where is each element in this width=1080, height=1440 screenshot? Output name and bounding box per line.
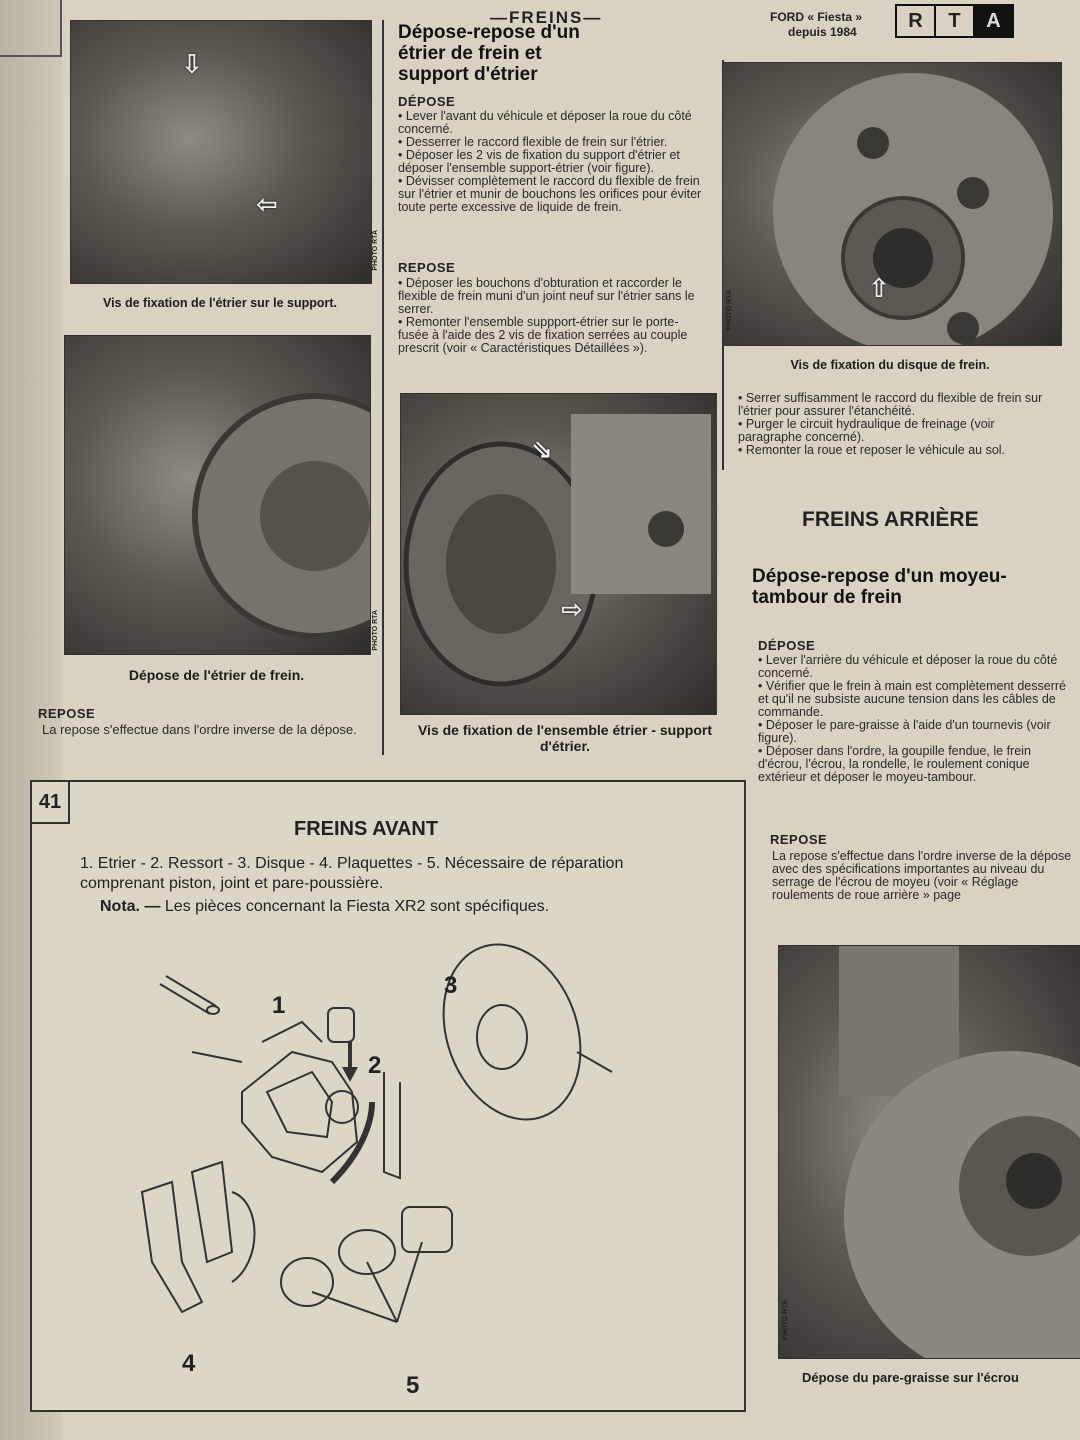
photo-caption-5: Dépose du pare-graisse sur l'écrou: [802, 1370, 1019, 1385]
photo-caption-4: Vis de fixation du disque de frein.: [790, 358, 990, 372]
column-rule-left: [382, 20, 384, 755]
exploded-brake-drawing: [32, 942, 744, 1402]
brake-pads: [142, 1162, 255, 1312]
middle-repose-heading: REPOSE: [398, 260, 456, 275]
rear-depose-item: • Lever l'arrière du véhicule et déposer la roue du côté concerné.: [758, 653, 1058, 680]
logo-letter-r: R: [897, 6, 936, 36]
arrow-icon: ⇩: [181, 49, 203, 79]
depose-item: • Déposer les 2 vis de fixation du support d'étrier et déposer l'ensemble support-étrier (voir figure).: [398, 148, 680, 175]
hub-sketch: [401, 394, 716, 714]
spring: [384, 1072, 400, 1178]
photo-credit: PHOTO RTA: [726, 290, 733, 331]
rta-logo: [895, 4, 1014, 38]
disc-face-sketch: [723, 63, 1061, 345]
logo-letter-t: T: [936, 6, 975, 36]
figure-nota: [100, 898, 549, 916]
photo-credit: PHOTO RTA: [372, 230, 379, 271]
photo-caliper-removal: [64, 335, 371, 655]
arrow-icon: ⇦: [256, 189, 278, 219]
photo-caption-1: Vis de fixation de l'étrier sur le support.: [102, 296, 338, 310]
repose-item: • Remonter l'ensemble suppport-étrier sur le porte-fusée à l'aide des 2 vis de fixation serrées au couple prescrit (voir « Caractéristiques Détaillées »).: [398, 315, 688, 355]
model-line-1: FORD « Fiesta »: [770, 10, 863, 24]
rear-repose-text: La repose s'effectue dans l'ordre inverse de la dépose avec des spécifications importantes au niveau du serrage de l'écrou de moyeu (voir « Réglage roulements de roue arrière » page: [772, 849, 1072, 902]
figure-legend: 1. Etrier - 2. Ressort - 3. Disque - 4. Plaquettes - 5. Nécessaire de réparation comprenant piston, joint et pare-poussière.: [80, 855, 624, 892]
middle-title: Dépose-repose d'un étrier de frein et support d'étrier: [398, 22, 580, 85]
right-item: • Remonter la roue et reposer le véhicule au sol.: [738, 443, 1006, 457]
nota-label: Nota. —: [100, 898, 161, 915]
caliper-body: [192, 1022, 358, 1172]
photo-caption-3: Vis de fixation de l'ensemble étrier - support d'étrier.: [417, 722, 713, 754]
middle-depose-heading: DÉPOSE: [398, 94, 456, 109]
drum-sketch: [779, 946, 1080, 1358]
repose-item: • Déposer les bouchons d'obturation et raccorder le flexible de frein muni d'un joint neuf sur l'étrier sans le serrer.: [398, 276, 695, 316]
arrow-icon: ⇘: [531, 434, 553, 464]
nota-text: Les pièces concernant la Fiesta XR2 sont spécifiques.: [164, 898, 550, 915]
rear-depose-heading: DÉPOSE: [758, 638, 816, 653]
callout-5: 5: [406, 1372, 420, 1399]
sleeve: [328, 1008, 358, 1082]
rear-depose-item: • Déposer le pare-graisse à l'aide d'un tournevis (voir figure).: [758, 718, 1051, 745]
repair-kit: [281, 1207, 452, 1322]
photo-caliper-support-bolts: [70, 20, 372, 284]
photo-grease-cap-removal: [778, 945, 1080, 1359]
left-repose-text: La repose s'effectue dans l'ordre inverse de la dépose.: [42, 722, 357, 737]
section-header: —FREINS—: [490, 8, 603, 27]
previous-page-fragment: [0, 0, 62, 57]
callout-2: 2: [368, 1052, 382, 1079]
figure-box: [30, 780, 746, 1412]
callout-4: 4: [182, 1350, 196, 1377]
photo-credit: PHOTO RTA: [372, 610, 379, 651]
photo-disc-fixing-bolts: [722, 62, 1062, 346]
depose-item: • Desserrer le raccord flexible de frein sur l'étrier.: [398, 135, 668, 149]
figure-number: 41: [32, 782, 70, 824]
depose-item: • Lever l'avant du véhicule et déposer la roue du côté concerné.: [398, 109, 692, 136]
right-item: • Purger le circuit hydraulique de freinage (voir paragraphe concerné).: [738, 417, 995, 444]
logo-letter-a: A: [975, 6, 1012, 36]
middle-depose-list: [398, 110, 708, 214]
section-title-rear-brakes: FREINS ARRIÈRE: [802, 508, 979, 531]
rear-depose-item: • Vérifier que le frein à main est complètement desserré et qu'il ne subsiste aucune tension dans les câbles de commande.: [758, 679, 1066, 719]
rear-depose-list: [758, 654, 1076, 784]
figure-title: FREINS AVANT: [294, 818, 439, 840]
callout-1: 1: [272, 992, 286, 1019]
rear-depose-item: • Déposer dans l'ordre, la goupille fendue, le frein d'écrou, l'écrou, la rondelle, le roulement conique extérieur et déposer le moyeu-tambour.: [758, 744, 1031, 784]
guide-pin: [160, 976, 219, 1014]
callout-3: 3: [444, 972, 458, 999]
right-item: • Serrer suffisamment le raccord du flexible de frein sur l'étrier pour assurer l'étanchéité.: [738, 391, 1043, 418]
arrow-icon: ⇧: [868, 273, 890, 303]
photo-caption-2: Dépose de l'étrier de frein.: [128, 667, 305, 683]
photo-credit: PHOTO RTA: [782, 1300, 789, 1341]
depose-item: • Dévisser complètement le raccord du flexible de frein sur l'étrier et munir de bouchons les orifices pour éviter toute perte excessive de liquide de frein.: [398, 174, 702, 214]
rear-subtitle: Dépose-repose d'un moyeu-tambour de frein: [752, 566, 1007, 608]
middle-repose-list: [398, 277, 708, 355]
disc-sketch: [65, 336, 370, 654]
arrow-icon: ⇨: [561, 594, 583, 624]
right-top-list: [738, 392, 1056, 457]
left-repose-heading: REPOSE: [38, 706, 96, 721]
photo-caliper-assembly-bolts: [400, 393, 717, 715]
rear-repose-heading: REPOSE: [770, 832, 828, 847]
direction-arrow: [332, 1102, 372, 1182]
model-line-2: depuis 1984: [788, 25, 857, 39]
